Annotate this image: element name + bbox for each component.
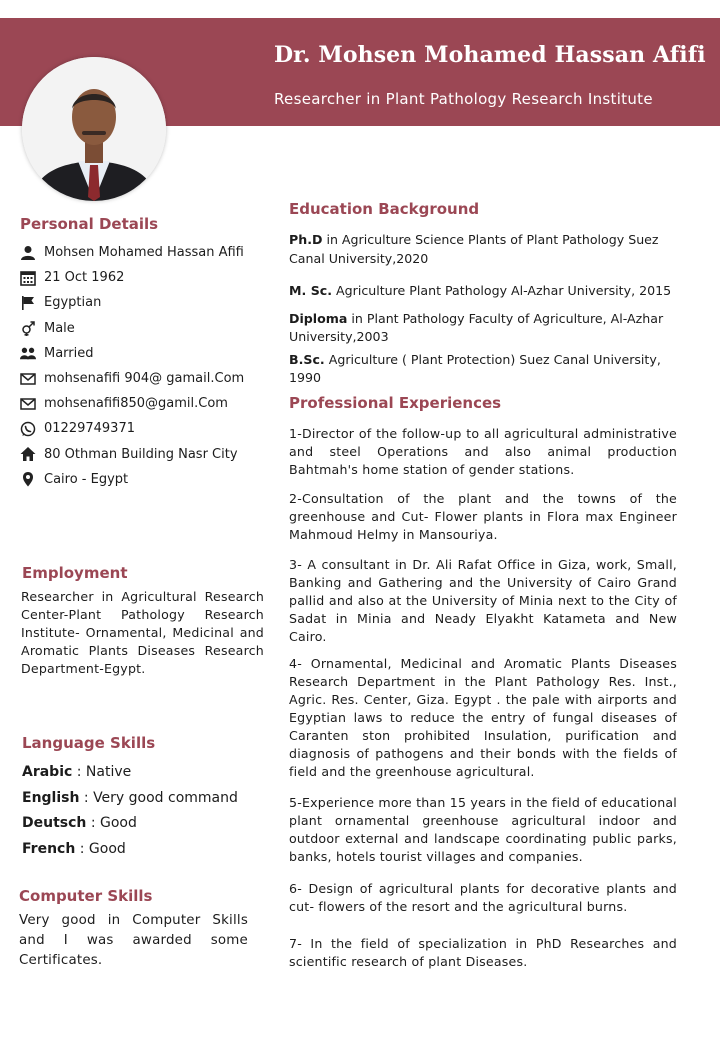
experience-item: 7- In the field of specialization in PhD Researches and scientific research of plant Diseases. xyxy=(289,936,677,969)
education-heading: Education Background xyxy=(289,200,480,218)
experience-item: 3- A consultant in Dr. Ali Rafat Office in Giza, work, Small, Banking and Gathering and the University of Cairo Grand pallid and also at the University of Minia next to the City of Sadat in Minia and Neady Elyakht Katameta and New Cairo. xyxy=(289,557,677,644)
personal-item-marital-status: Married xyxy=(20,341,270,366)
computer-skills-text: Very good in Computer Skills and I was awarded some Certificates. xyxy=(19,913,248,968)
flag-icon xyxy=(20,295,36,311)
email-link-2[interactable]: mohsenafifi850@gamil.Com xyxy=(44,396,228,412)
personal-item-birthdate: 21 Oct 1962 xyxy=(20,265,270,290)
experience-item: 6- Design of agricultural plants for decorative plants and cut- flowers of the resort and the agricultural burns. xyxy=(289,881,677,914)
language-item: French : Good xyxy=(22,840,126,857)
home-icon xyxy=(20,446,36,462)
personal-item-city: Cairo - Egypt xyxy=(20,467,270,492)
profile-photo xyxy=(22,57,166,201)
experience-item: 5-Experience more than 15 years in the field of educational plant ornamental greenhouse agricultural indoor and outdoor external and landscape coordinating public parks, banks, hotels tourist villages and companies. xyxy=(289,795,677,864)
phone-number[interactable]: 01229749371 xyxy=(44,421,135,437)
education-item: Ph.D in Agriculture Science Plants of Plant Pathology Suez Canal University,2020 xyxy=(289,232,659,266)
calendar-icon xyxy=(20,270,36,286)
mail-icon xyxy=(20,371,36,387)
education-item: B.Sc. Agriculture ( Plant Protection) Suez Canal University, 1990 xyxy=(289,352,661,385)
email-link-1[interactable]: mohsenafifi 904@ gamail.Com xyxy=(44,371,245,387)
mail-icon xyxy=(20,396,36,412)
experience-item: 2-Consultation of the plant and the towns of the greenhouse and Cut- Flower plants in Flora max Engineer Mahmoud Helmy in Mansouriya. xyxy=(289,491,677,542)
experience-item: 1-Director of the follow-up to all agricultural administrative and steel Operations and also animal production Bahtmah's home station of gender stations. xyxy=(289,426,677,477)
personal-item-phone xyxy=(20,416,270,441)
employment-heading: Employment xyxy=(22,564,128,582)
education-item: M. Sc. Agriculture Plant Pathology Al-Azhar University, 2015 xyxy=(289,283,672,298)
computer-skills-heading: Computer Skills xyxy=(19,887,153,905)
whatsapp-icon xyxy=(20,421,36,437)
personal-item-email-1 xyxy=(20,366,270,391)
education-item: Diploma in Plant Pathology Faculty of Agriculture, Al-Azhar University,2003 xyxy=(289,311,664,344)
personal-details-heading: Personal Details xyxy=(20,215,159,233)
person-name: Dr. Mohsen Mohamed Hassan Afifi xyxy=(274,42,706,68)
personal-details-list xyxy=(20,240,270,492)
person-icon xyxy=(20,245,36,261)
personal-item-email-2 xyxy=(20,391,270,416)
gender-icon xyxy=(20,320,36,336)
language-skills-heading: Language Skills xyxy=(22,734,156,752)
language-list xyxy=(22,760,272,862)
experience-item: 4- Ornamental, Medicinal and Aromatic Plants Diseases Research Department in the Plant Pathology Res. Inst., Agric. Res. Center, Giza. Egypt . the pale with airports and Egyptian laws to reduce the entry of fungal diseases of Caranten ston prohibited Insulation, purification and diagnosis of pathogens and their bonds with the fields of field and the greenhouse agricultural. xyxy=(289,656,677,779)
personal-item-address: 80 Othman Building Nasr City xyxy=(20,442,270,467)
employment-text: Researcher in Agricultural Research Center-Plant Pathology Research Institute- Ornamental, Medicinal and Aromatic Plants Diseases Research Department-Egypt. xyxy=(21,589,264,676)
person-title: Researcher in Plant Pathology Research Institute xyxy=(274,90,653,108)
language-item: Arabic : Native xyxy=(22,764,132,780)
language-item: English : Very good command xyxy=(22,789,238,806)
experience-heading: Professional Experiences xyxy=(289,394,502,412)
language-item: Deutsch : Good xyxy=(22,815,137,831)
location-pin-icon xyxy=(20,471,36,487)
personal-item-gender: Male xyxy=(20,316,270,341)
personal-item-nationality: Egyptian xyxy=(20,290,270,315)
personal-item-name: Mohsen Mohamed Hassan Afifi xyxy=(20,240,270,265)
couple-icon xyxy=(20,345,36,361)
